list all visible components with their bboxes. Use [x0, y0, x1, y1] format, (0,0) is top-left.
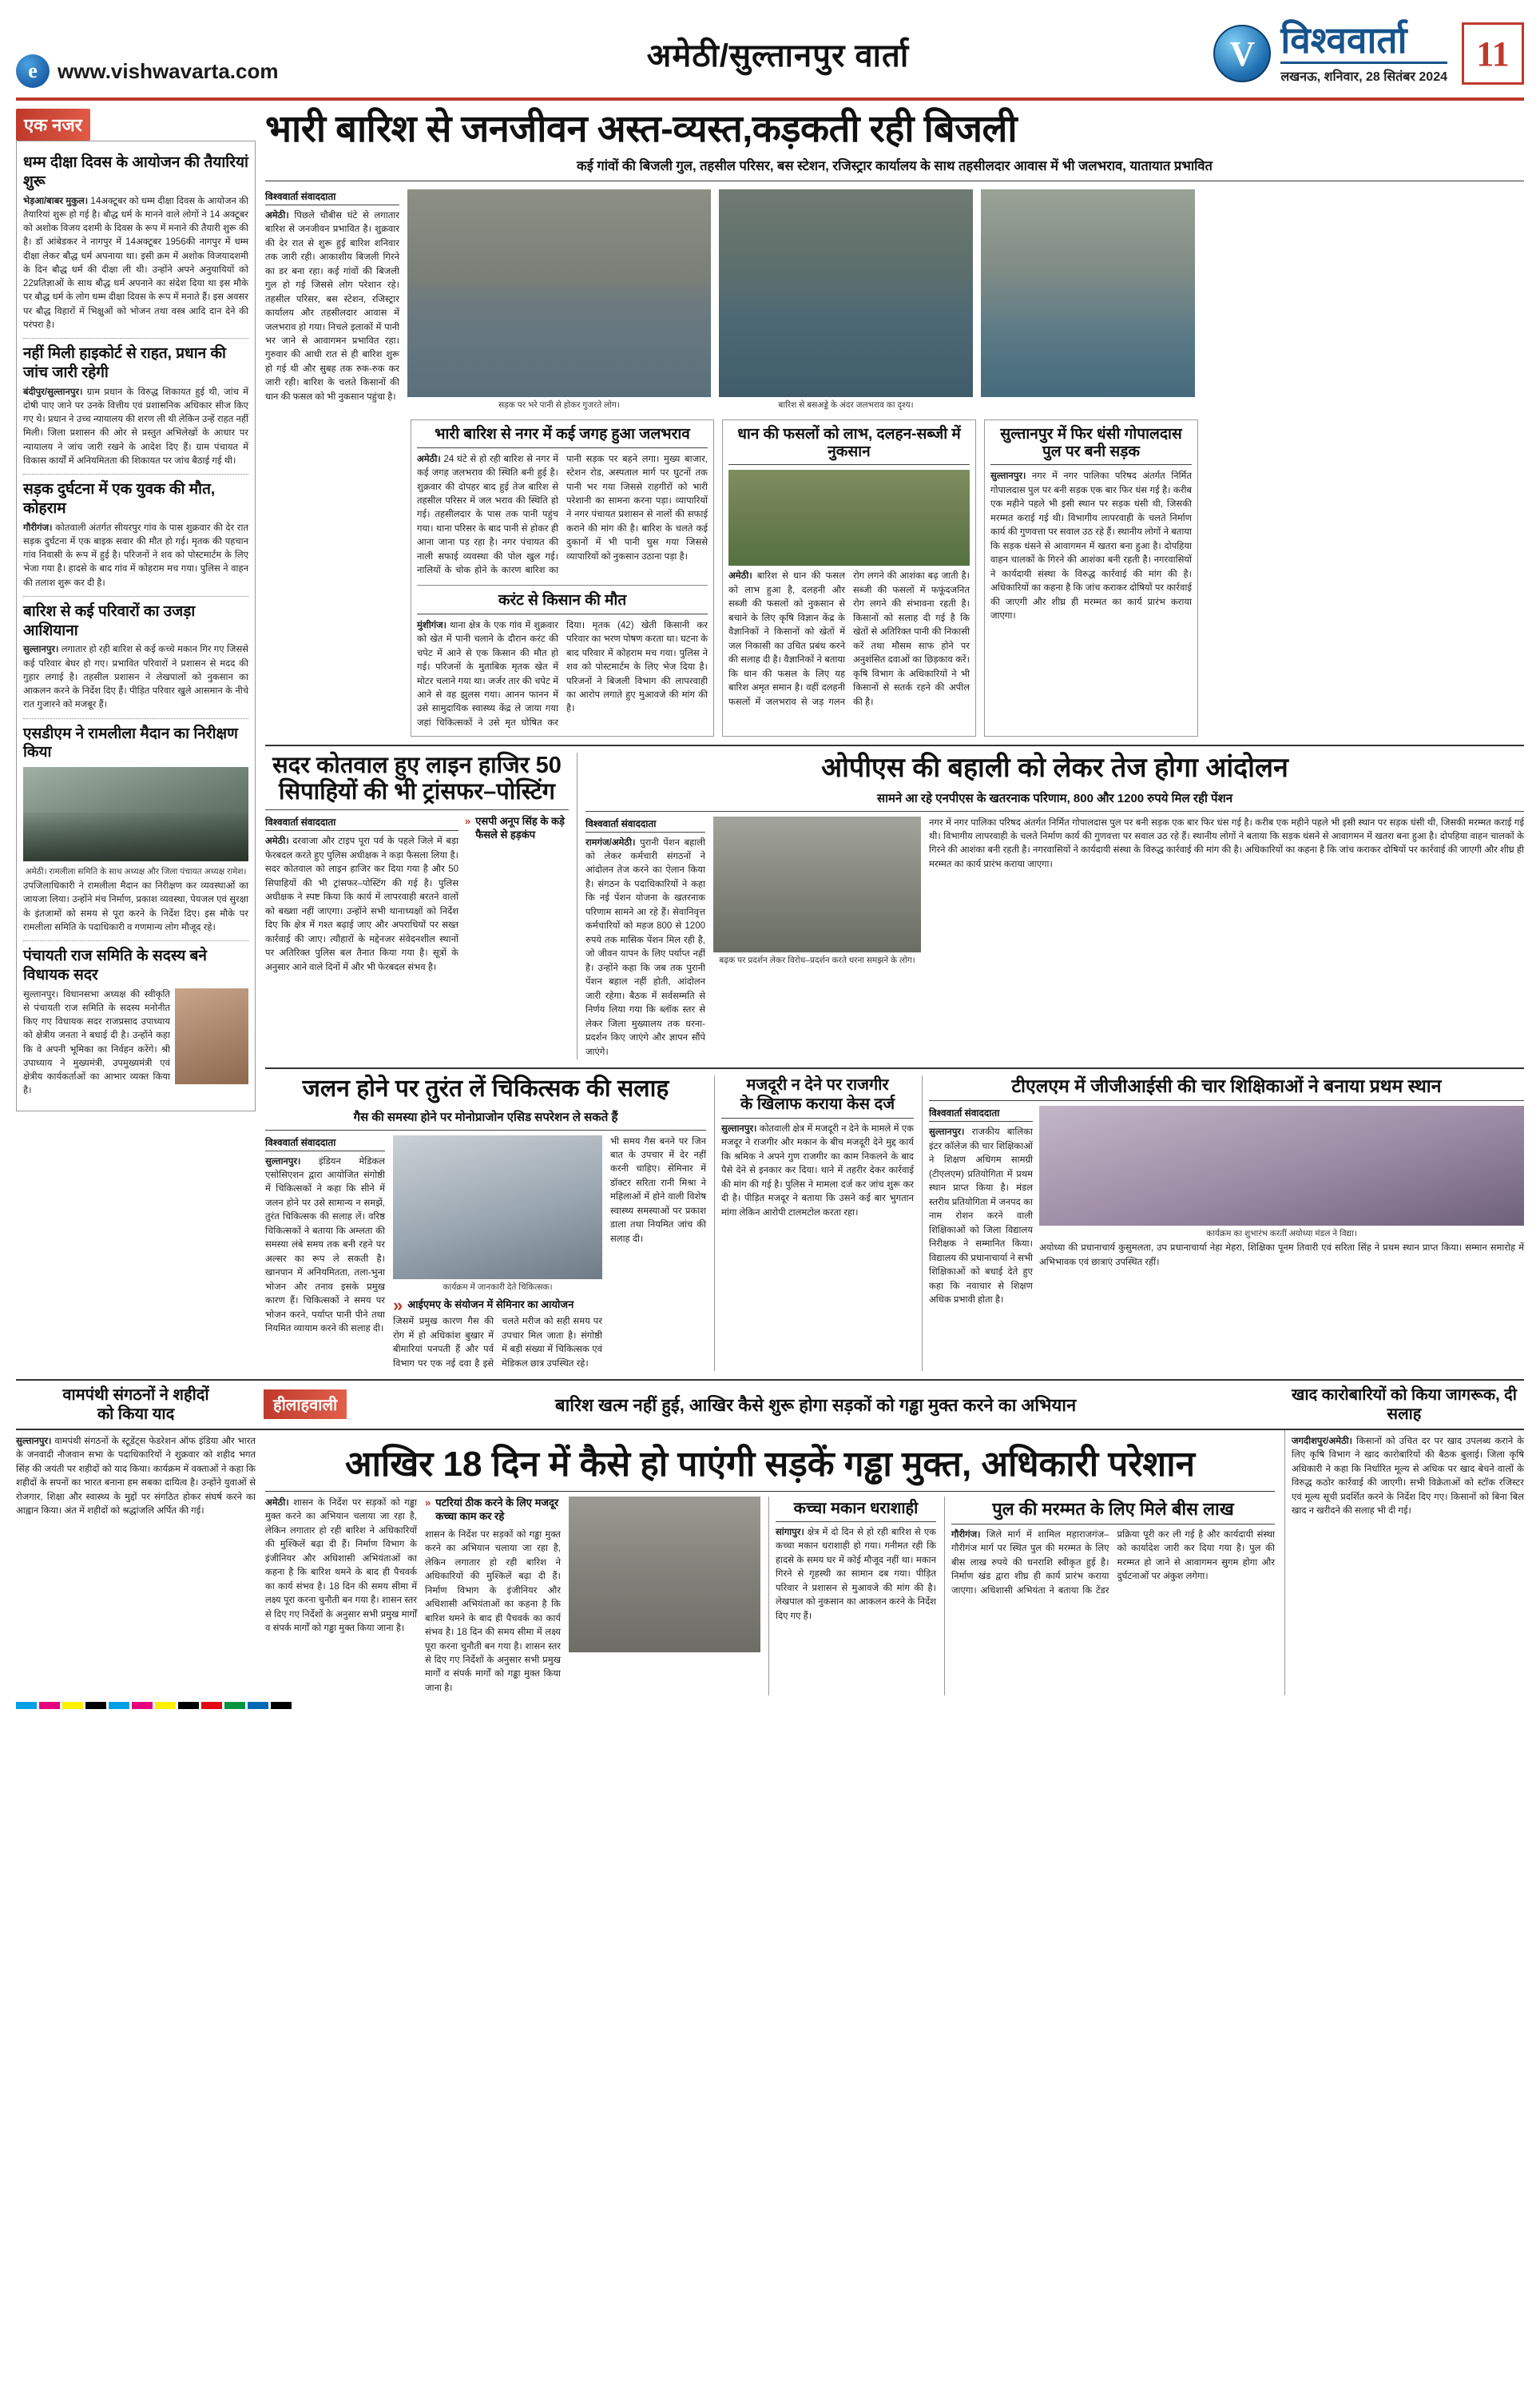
photo-caption: अमेठी। रामलीला समिति के साथ अध्यक्ष और जिला पंचायत अध्यक्ष रामेश। [25, 867, 247, 877]
story-vampanthi[interactable] [16, 1430, 256, 1695]
collapsed-bridge-road-photo [981, 189, 1195, 397]
sidebar-item-title: बारिश से कई परिवारों का उजड़ा आशियाना [23, 602, 196, 639]
arrow-icon: » [465, 815, 471, 828]
body-text [990, 470, 1192, 623]
list-item[interactable] [23, 148, 248, 339]
story-headline: भारी बारिश से नगर में कई जगह हुआ जलभराव [417, 426, 708, 448]
cmyk-swatch [132, 1702, 153, 1709]
sidebar-item-title: धम्म दीक्षा दिवस के आयोजन की तैयारियां शुरू [23, 154, 248, 190]
story-headline: कच्चा मकान धराशाही [776, 1497, 936, 1522]
body-text: 14अक्टूबर को धम्म दीक्षा दिवस के आयोजन की तैयारियां शुरू हो गई है। बौद्ध धर्म के मानने वाले लोगों ने 14 अक्टूबर को अशोक विजय दशमी के दिवस के रूप में मनाने की तैयारी शुरू की है। डॉ आंबेडकर ने नागपुर में 14अक्टूबर 1956की नागपुर में धम्म दीक्षा लेकर बौद्ध धर्म अपनाया था। इसी क्रम में अशोक विजयादशमी के दिन बौद्ध धर्म की दीक्षा ली थी। उन्होंने अपने अनुयायियों को 22प्रतिज्ञाओं के साथ बौद्ध धर्म अपनाने का संदेश दिया था इस मौके पर बौद्ध धर्म के लोग धम्म दीक्षा दिवस के रूप में मनाते हैं। इस अवसर पर बौद्ध विहारों में भिक्षुओं को भोजन तथा वस्त्र आदि दान देने की परंपरा है। [23, 196, 248, 330]
quote-icon: » [393, 1294, 403, 1315]
globe-icon: e [16, 54, 50, 88]
second-band [265, 419, 1524, 737]
ops-protest-photo [713, 817, 921, 952]
page-number: 11 [1462, 22, 1524, 85]
bottom-main [265, 1430, 1275, 1695]
story-body: वामपंथी संगठनों के स्टूडेंट्स फेडरेशन ऑफ इंडिया और भारत के जनवादी नौजवान सभा के पदाधिकारियों ने शुक्रवार को शहीद भगत सिंह की जयंती पर शहीदों को याद किया। कार्यक्रम में वक्ताओं ने कहा कि शहीदों के सपनों का भारत बनाना हम सबका दायित्व है। उन्होंने युवाओं से रोजगार, शिक्षा और स्वास्थ्य के मुद्दों पर संगठित होकर संघर्ष करने का आह्वान किया। अंत में शहीदों को श्रद्धांजलि अर्पित की गई। [16, 1436, 256, 1517]
lead-row [265, 189, 1524, 413]
cmyk-swatch [39, 1702, 60, 1709]
sidebar-item-text [23, 522, 248, 590]
sub-item-title [393, 1294, 602, 1315]
sidebar-item-title: नहीं मिली हाइकोर्ट से राहत, प्रधान की जांच जारी रहेगी [23, 345, 226, 381]
story-body: 24 घंटे से हो रही बारिश से नगर में कई जगह जलभराव की स्थिति बनी हुई है। शुक्रवार की दोपहर बाद हुई तेज बारिश से तहसील परिसर में जल भराव की स्थिति हो गई। तहसीलदार के पास तक पानी पहुंच गया। थाना परिसर के बाद पानी से होकर ही आना जाना पड़ रहा है। नगर पंचायत की नाली सफाई व्यवस्था की पोल खुल गई। नालियों के चोक होने के कारण बारिश का पानी सड़क पर बहने लगा। मुख्य बाजार, स्टेशन रोड, अस्पताल मार्ग पर घुटनों तक पानी भर गया जिससे राहगीरों को भारी परेशानी का सामना करना पड़ा। व्यापारियों ने नगर पंचायत प्रशासन से नालों की सफाई कराने की मांग की है। बारिश के चलते कई दुकानों में भी पानी घुस गया जिससे व्यापारियों को नुकसान उठाना पड़ा है। [417, 454, 708, 576]
body-text [728, 570, 970, 710]
lead-photo-3-wrap [981, 189, 1195, 413]
bottom-body-text: शासन के निर्देश पर सड़कों को गड्ढा मुक्त करने का अभियान चलाया जा रहा है, लेकिन लगातार हो रही बारिश ने अधिकारियों की मुश्किलें बढ़ा दी हैं। निर्माण विभाग के इंजीनियर और अधिशासी अभियंताओं का कहना है कि बारिश थमने के बाद ही पैचवर्क का कार्य संभव है। 18 दिन की समय सीमा में लक्ष्य पूरा करना चुनौती बन गया है। शासन स्तर से दिए गए निर्देशों के अनुसार सभी प्रमुख मार्गों व संपर्क मार्गों को गड्ढा मुक्त किया जाना है। [265, 1497, 417, 1634]
byline: विश्ववार्ता संवाददाता [585, 817, 705, 833]
story-khad-headline: खाद कारोबारियों को किया जागरूक, दी सलाह [1292, 1385, 1517, 1423]
dateline: गौरीगंज। [23, 523, 53, 533]
body-text: ग्राम प्रधान के विरुद्ध शिकायत हुई थी, जांच में दोषी पाए जाने पर उनके वित्तीय एवं प्रशासनिक अधिकार सीज किए गए थे। प्रधान ने उच्च न्यायालय की शरण ली थी लेकिन उन्हें राहत नहीं मिली। जिला प्रशासन की ओर से प्रस्तुत अभिलेखों के आधार पर न्यायालय ने जांच जारी रखने के आदेश दिए हैं। ग्राम पंचायत में विकास कार्यों में अनियमितता की शिकायत पर जांच बैठाई गई थी। [23, 387, 248, 466]
list-item[interactable] [23, 339, 248, 475]
sidebar-item-text [23, 643, 248, 712]
story-vampanthi-headline [16, 1385, 256, 1424]
sidebar-item-text: उपजिलाधिकारी ने रामलीला मैदान का निरीक्षण कर व्यवस्थाओं का जायजा लिया। उन्होंने मंच निर्माण, प्रकाश व्यवस्था, पेयजल एवं सुरक्षा के इंतजामों को समय से पूरा करने के निर्देश दिए। इस मौके पर रामलीला समिति के पदाधिकारी व गणमान्य लोग मौजूद रहे। [23, 881, 248, 932]
body-text [721, 1123, 914, 1220]
third-band [265, 745, 1524, 1059]
logo-divider [1280, 62, 1447, 64]
sub-item-title-text: आईएमए के संयोजन में सेमिनार का आयोजन [407, 1298, 574, 1310]
logo [1213, 22, 1447, 85]
story-headline: ओपीएस की बहाली को लेकर तेज होगा आंदोलन [821, 753, 1288, 784]
story-ops[interactable] [577, 753, 1524, 1059]
teachers-award-photo [1039, 1106, 1524, 1226]
story-extra-text: अयोध्या की प्रधानाचार्य कुसुमलता, उप प्रधानाचार्या नेहा मेहरा, शिक्षिका पूनम तिवारी एवं सरिता सिंह ने प्रथम स्थान प्राप्त किया। सम्मान समारोह में अभिभावक एवं छात्राएं उपस्थित रहीं। [1039, 1243, 1524, 1267]
dateline: गौरीगंज। [951, 1529, 981, 1540]
fourth-band [265, 1067, 1524, 1371]
edition-title: अमेठी/सुल्तानपुर वार्ता [646, 38, 910, 74]
story-majduri[interactable] [714, 1075, 914, 1371]
body-text [951, 1528, 1275, 1598]
masthead [16, 14, 1524, 101]
cmyk-swatch [85, 1702, 106, 1709]
sidebar-item-title: एसडीएम ने रामलीला मैदान का निरीक्षण किया [23, 725, 238, 761]
sidebar-item-text [23, 386, 248, 469]
body-text: लगातार हो रही बारिश से कई कच्चे मकान गिर गए जिससे कई परिवार बेघर हो गए। प्रभावित परिवारों ने प्रशासन से मदद की गुहार लगाई है। तहसील प्रशासन ने लेखपालों को नुकसान का आकलन करने के निर्देश दिए हैं। पीड़ित परिवार खुले आसमान के नीचे रात गुजारने को मजबूर हैं। [23, 645, 248, 710]
sidebar-header: एक नजर [16, 109, 90, 141]
bottom-headline: आखिर 18 दिन में कैसे हो पाएंगी सड़कें गड्ढा मुक्त, अधिकारी परेशान [344, 1444, 1196, 1484]
story-headline-line2: के खिलाफ कराया केस दर्ज [721, 1095, 914, 1119]
dateline: अमेठी। [265, 210, 289, 221]
cmyk-swatch [201, 1702, 222, 1709]
lead-continued [265, 419, 403, 737]
mla-portrait-photo [175, 988, 248, 1084]
story-kotwal[interactable] [265, 753, 569, 1059]
headline-line2: को किया याद [97, 1405, 175, 1423]
sidebar-item-title: सड़क दुर्घटना में एक युवक की मौत, कोहराम [23, 481, 216, 517]
body-text [929, 1126, 1033, 1307]
dateline: सुल्तानपुर। [929, 1127, 965, 1138]
website-link[interactable] [16, 54, 527, 88]
kicker [465, 815, 569, 842]
photo-caption: बढ़क पर प्रदर्शन लेकर विरोध–प्रदर्शन करते धरना समझने के लोग। [719, 955, 915, 965]
dateline: सुल्तानपुर। [16, 1436, 52, 1446]
body-text [265, 835, 458, 975]
story-body: थाना क्षेत्र के एक गांव में शुक्रवार को खेत में पानी चलाने के दौरान करंट की चपेट में आने से एक किसान की मौत हो गई। परिजनों के मुताबिक मृतक खेत में मोटर चलाने गया था। जर्जर तार की चपेट में आने से वह झुलस गया। आनन फानन में उसे सामुदायिक स्वास्थ्य केंद्र ले जाया गया जहां चिकित्सकों ने उसे मृत घोषित कर दिया। मृतक (42) खेती किसानी कर परिवार का भरण पोषण करता था। घटना के बाद परिवार में कोहराम मच गया। पुलिस ने शव को पोस्टमार्टम के लिए भेज दिया है। परिजनों ने बिजली विभाग की लापरवाही का आरोप लगाते हुए मुआवजे की मांग की है। [417, 620, 708, 728]
dateline: अमेठी। [417, 454, 441, 464]
story-headline-line1: मजदूरी न देने पर राजगीर [746, 1076, 889, 1094]
main-column [265, 109, 1524, 1371]
story-body: नगर में नगर पालिका परिषद अंतर्गत निर्मित गोपालदास पुल पर बनी सड़क एक बार फिर धंस गई है। करीब एक महीने पहले भी इसी स्थान पर सड़क धंसी थी, जिसकी मरम्मत कराई गई थी। विभागीय लापरवाही के चलते निर्माण कार्य की गुणवत्ता पर सवाल उठ रहे हैं। स्थानीय लोगों ने बताया कि सड़क धंसने से आवागमन में खतरा बना हुआ है। दोपहिया वाहन चालकों के गिरने की आशंका बनी रहती है। नगरवासियों ने कार्यदायी संस्था के विरुद्ध कार्रवाई की मांग की है। अधिकारियों का कहना है कि जांच कराकर दोषियों पर कार्रवाई की जाएगी और शीघ्र ही मरम्मत का कार्य प्रारंभ कराया जाएगा। [990, 471, 1192, 622]
flooded-market-street-photo [407, 189, 711, 397]
story-headline-line1: सदर कोतवाल हुए लाइन हाजिर 50 [272, 753, 562, 779]
story-subhead: गैस की समस्या होने पर मोनोप्राजोन एसिड सपरेशन ले सकते हैं [265, 1109, 706, 1131]
list-item[interactable] [23, 475, 248, 597]
list-item[interactable] [23, 941, 248, 1104]
paddy-field-photo [728, 470, 970, 566]
dateline: सांगापुर। [776, 1527, 804, 1537]
masthead-center [527, 14, 1029, 93]
story-headline: पुल की मरम्मत के लिए मिले बीस लाख [951, 1497, 1275, 1524]
sidebar-box [16, 141, 256, 1111]
dateline: बंदीपुर/सुल्तानपुर। [23, 387, 83, 397]
story-body: दरवाजा और टाइप पूरा पर्व के पहले जिले में बड़ा फेरबदल करते हुए पुलिस अधीक्षक ने कड़ा फैसला लिया है। सदर कोतवाल को लाइन हाजिर कर दिया गया है और 50 सिपाहियों की भी ट्रांसफर–पोस्टिंग की गई है। पुलिस अधीक्षक ने स्पष्ट किया कि कार्य में लापरवाही बरतने वालों को बख्शा नहीं जाएगा। उन्होंने सभी थानाध्यक्षों को निर्देश दिए कि क्षेत्र में गश्त बढ़ाई जाए और अपराधियों पर सख्त कार्रवाई की जाए। त्यौहारों के मद्देनजर संवेदनशील स्थानों पर अतिरिक्त पुलिस बल तैनात किया गया है। सूत्रों के अनुसार आने वाले दिनों में और भी फेरबदल संभव है। [265, 837, 458, 972]
list-item[interactable] [23, 597, 248, 719]
story-body: बारिश से धान की फसल को लाभ हुआ है, दलहनी और सब्जी की फसलों को नुकसान से बचाने के लिए कृषि विज्ञान केंद्र के वैज्ञानिकों ने किसानों को खेतों में जल निकासी का उचित प्रबंध करने की सलाह दी है। वैज्ञानिकों ने बताया कि धान की फसल के लिए यह बारिश अमृत समान है। वहीं दलहनी फसलों में जलभराव से जड़ गलन रोग लगने की आशंका बढ़ जाती है। सब्जी की फसलों में फफूंदजनित रोग लगने की संभावना रहती है। किसानों को सलाह दी गई है कि खेतों से अतिरिक्त पानी की निकासी करें तथा मौसम साफ होने पर अनुशंसित दवाओं का छिड़काव करें। कृषि विभाग के अधिकारियों ने भी किसानों से सतर्क रहने की अपील की है। [728, 571, 970, 707]
lead-photo-1-wrap [407, 189, 711, 413]
cmyk-swatch [224, 1702, 245, 1709]
dateline: अमेठी। [265, 1497, 289, 1508]
story-body: कोतवाली क्षेत्र में मजदूरी न देने के मामले में एक मजदूर ने राजगीर और मकान के बीच मजदूरी देने मुद्द कार्य कि श्रमिक ने अपने गुण राजगीर का काम निकलने के बाद पैसे देने से इनकार कर दिया। थाने में तहरीर देकर कार्रवाई की मांग की गई है। पुलिस ने मामला दर्ज कर जांच शुरू कर दी है। पीड़ित मजदूर ने बताया कि उसने कई बार भुगतान मांगा लेकिन आरोपी टालमटोल करता रहा। [721, 1124, 914, 1218]
byline: विश्ववार्ता संवाददाता [265, 1135, 385, 1151]
cmyk-swatch [155, 1702, 176, 1709]
story-sultanpur-bridge[interactable] [984, 419, 1198, 737]
logo-text [1280, 22, 1447, 85]
photo-caption: कार्यक्रम का शुभारंभ करतीं अयोध्या मंडल ने विद्या। [1206, 1229, 1357, 1239]
story-khad[interactable] [1284, 1430, 1524, 1695]
pothole-road-photo [569, 1497, 760, 1652]
lead-body: पिछले चौबीस घंटे से लगातार बारिश से जनजीवन प्रभावित है। शुक्रवार की देर रात से शुरू हुई बारिश शनिवार तक जारी रही। आकाशीय बिजली गिरने का डर बना रहा। कई गांवों की बिजली गुल हो गई जिससे लोग परेशान रहे। तहसील परिसर, बस स्टेशन, रजिस्ट्रार कार्यालय और तहसीलदार आवास में जलभराव हो गया। निचले इलाकों में पानी भर जाने से आवागमन प्रभावित रहा। गुरुवार की आधी रात से ही बारिश शुरू हो गई थी और सुबह तक रुक-रुक कर जारी रही। बारिश के चलते किसानों की धान की फसल को भी नुकसान पहुंचा है। [265, 210, 399, 402]
body-text [265, 209, 399, 405]
body-text [1292, 1435, 1524, 1519]
masthead-left [16, 14, 527, 93]
story-body: किसानों को उचित दर पर खाद उपलब्ध कराने के लिए कृषि विभाग ने खाद कारोबारियों की बैठक बुलाई। जिला कृषि अधिकारी ने कहा कि निर्धारित मूल्य से अधिक पर खाद बेचने वालों के विरुद्ध कठोर कार्रवाई की जाएगी। सभी विक्रेताओं को स्टॉक रजिस्टर एवं मूल्य सूची प्रदर्शित करने के निर्देश दिए गए। किसानों को बिना बिल खाद न खरीदने की सलाह भी दी गई। [1292, 1436, 1524, 1517]
cmyk-swatch [62, 1702, 83, 1709]
cmyk-swatch [271, 1702, 292, 1709]
lead-text-block [265, 189, 399, 413]
story-body-continued: नगर में नगर पालिका परिषद अंतर्गत निर्मित गोपालदास पुल पर बनी सड़क एक बार फिर धंस गई है। करीब एक महीने पहले भी इसी स्थान पर सड़क धंसी थी, जिसकी मरम्मत कराई गई थी। विभागीय लापरवाही के चलते निर्माण कार्य की गुणवत्ता पर सवाल उठ रहे हैं। स्थानीय लोगों ने बताया कि सड़क धंसने से आवागमन में खतरा बना हुआ है। दोपहिया वाहन चालकों के गिरने की आशंका बनी रहती है। नगरवासियों ने कार्यदायी संस्था के विरुद्ध कार्रवाई की मांग की है। अधिकारियों का कहना है कि जांच कराकर दोषियों पर कार्रवाई की जाएगी और शीघ्र ही मरम्मत का कार्य प्रारंभ कराया जाएगा। [929, 817, 1524, 869]
body-text [417, 619, 708, 731]
story-body: पुरानी पेंशन बहाली को लेकर कर्मचारी संगठनों ने आंदोलन तेज करने का ऐलान किया है। संगठन के पदाधिकारियों ने कहा कि नई पेंशन योजना के खतरनाक परिणाम सामने आ रहे हैं। सेवानिवृत्त कर्मचारियों को महज 800 से 1200 रुपये तक मासिक पेंशन मिल रही है, जो जीवन यापन के लिए पर्याप्त नहीं है। उन्होंने कहा कि जब तक पुरानी पेंशन बहाल नहीं होती, आंदोलन जारी रहेगा। बैठक में सर्वसम्मति से निर्णय लिया गया कि ब्लॉक स्तर से लेकर जिला मुख्यालय तक धरना-प्रदर्शन किए जाएंगे और ज्ञापन सौंपे जाएंगे। [585, 837, 705, 1057]
body-text: कोतवाली अंतर्गत सीयरपुर गांव के पास शुक्रवार की देर रात सड़क दुर्घटना में एक बाइक सवार की मौत हो गई। मृतक की पहचान गांव निवासी के रूप में हुई है। परिजनों ने शव को पोस्टमार्टम के लिए भेजा गया है। हादसे के बाद गांव में कोहराम मच गया। पुलिस ने वाहन की तलाश शुरू कर दी है। [23, 523, 248, 588]
dateline: सुल्तानपुर। [990, 471, 1026, 482]
headline-line1: वामपंथी संगठनों ने शहीदों [62, 1385, 209, 1404]
story-body: राजकीय बालिका इंटर कॉलेज की चार शिक्षिकाओं ने शिक्षण अधिगम सामग्री (टीएलएम) प्रतियोगिता में प्रथम स्थान प्राप्त किया है। मंडल स्तरीय प्रतियोगिता में जनपद का नाम रोशन करने वाली शिक्षिकाओं को जिला विद्यालय निरीक्षक ने सम्मानित किया। विद्यालय की प्रधानाचार्या ने सभी शिक्षिकाओं को बधाई देते हुए कहा कि नवाचार से शिक्षण अधिक प्रभावी होता है। [929, 1127, 1033, 1306]
cmyk-registration-bar [16, 1702, 1524, 1709]
story-subhead: सामने आ रहे एनपीएस के खतरनाक परिणाम, 800 और 1200 रुपये मिल रही पेंशन [585, 790, 1524, 812]
masthead-right [1029, 14, 1524, 93]
body-text [776, 1526, 936, 1624]
body-text [417, 453, 708, 578]
story-body: क्षेत्र में दो दिन से हो रही बारिश से एक कच्चा मकान धराशाही हो गया। गनीमत रही कि हादसे के समय घर में कोई मौजूद नहीं था। मकान गिरने से गृहस्थी का सामान दब गया। पीड़ित परिवार ने प्रशासन से मुआवजे की मांग की है। लेखपाल को नुकसान का आकलन करने के निर्देश दिए गए हैं। [776, 1527, 937, 1621]
byline: विश्ववार्ता संवाददाता [265, 189, 399, 205]
divider [417, 585, 708, 586]
kicker-badge: हीलाहवाली [264, 1389, 347, 1419]
story-headline: टीएलएम में जीजीआईसी की चार शिक्षिकाओं ने बनाया प्रथम स्थान [929, 1075, 1524, 1101]
cmyk-swatch [16, 1702, 37, 1709]
cmyk-swatch [248, 1702, 268, 1709]
logo-icon: V [1213, 25, 1271, 82]
sidebar-item-title: पंचायती राज समिति के सदस्य बने विधायक सदर [23, 948, 207, 984]
kicker-text: एसपी अनूप सिंह के कड़े फैसले से हड़कंप [475, 815, 565, 841]
story-tlm[interactable] [922, 1075, 1524, 1371]
bottom-band-text: बारिश खत्म नहीं हुई, आखिर कैसे शुरू होगा सड़कों को गड्ढा मुक्त करने का अभियान [555, 1394, 1077, 1415]
dateline: रामगंज/अमेठी। [585, 837, 636, 848]
doctors-seminar-photo [393, 1135, 602, 1279]
flooded-bus-station-photo [719, 189, 973, 397]
byline: विश्ववार्ता संवाददाता [265, 815, 458, 831]
sidebar-item-text: सुल्तानपुर। विधानसभा अध्यक्ष की स्वीकृति से पंचायती राज समिति के सदस्य मनोनीत किए गए विधायक सदर राजप्रसाद उपाध्याय को क्षेत्रीय जनता ने बधाई दी है। उन्होंने कहा कि वे अपनी भूमिका का निर्वहन करेंगे। श्री उपाध्याय ने मुख्यमंत्री, उपमुख्यमंत्री एवं क्षेत्रीय कार्यकर्ताओं का आभार व्यक्त किया है। [23, 989, 170, 1096]
bullet-text: पटरियां ठीक करने के लिए मजदूर कच्चा काम कर रहे [435, 1496, 559, 1522]
story-pul-marammat[interactable] [944, 1497, 1275, 1695]
sub-item-text: जिसमें प्रमुख कारण गैस की रोग में हो अधिकांश बुखार में बीमारियां पनपती हैं और पर्व विभाग पर एक नई दवा है इसे चलते मरीज को सही समय पर उपचार मिल जाता है। संगोष्ठी में बड़ी संख्या में चिकित्सक एवं मेडिकल छात्र उपस्थित रहे। [393, 1317, 602, 1369]
story-kaccha-makan[interactable] [768, 1497, 936, 1695]
dateline: अमेठी। [728, 571, 752, 582]
page-title: भारी बारिश से जनजीवन अस्त-व्यस्त,कड़कती रही बिजली [265, 107, 1017, 149]
cmyk-swatch [109, 1702, 129, 1709]
officials-inspection-photo [23, 767, 248, 861]
story-body: इंडियन मेडिकल एसोसिएशन द्वारा आयोजित संगोष्ठी में चिकित्सकों ने कहा कि सीने में जलन होने पर उसे सामान्य न समझें, तुरंत चिकित्सक की सलाह लें। वरिष्ठ चिकित्सकों ने बताया कि अम्लता की समस्या लंबे समय तक बनी रहने पर अल्सर का रूप ले सकती है। खानपान में अनियमितता, तला-भुना भोजन और तनाव इसके प्रमुख कारण हैं। चिकित्सकों ने समय पर भोजन करने, पर्याप्त पानी पीने तथा नियमित व्यायाम करने की सलाह दी। [265, 1156, 385, 1334]
bottom-body [265, 1497, 417, 1695]
logo-subtitle: लखनऊ, शनिवार, 28 सितंबर 2024 [1280, 70, 1447, 84]
photo-caption: सड़क पर भरे पानी से होकर गुजरते लोग। [498, 400, 620, 410]
byline: विश्ववार्ता संवाददाता [929, 1106, 1033, 1122]
sidebar-item-text [23, 195, 248, 333]
story-extra-text: भी समय गैस बनने पर जिन बात के उपचार में देर नहीं करनी चाहिए। सेमिनार में डॉक्टर सरिता रानी मिश्रा ने महिलाओं में होने वाली विशेष स्वास्थ्य समस्याओं पर प्रकाश डाला तथा नियमित जांच की सलाह दी। [610, 1136, 706, 1244]
dateline: जगदीशपुर/अमेठी। [1292, 1436, 1353, 1446]
bottom-grid [16, 1430, 1524, 1695]
dateline: मुंशीगंज। [417, 620, 447, 630]
bottom-band [16, 1379, 1524, 1430]
dateline: भेड़आ/बाबर मुकुल। [23, 196, 89, 206]
dateline: सुल्तानपुर। [721, 1124, 757, 1134]
story-dhan[interactable] [722, 419, 976, 737]
lead-photo-2-wrap [719, 189, 973, 413]
photo-caption: बारिश से बसअड्डे के अंदर जलभराव का दृश्य। [778, 400, 914, 410]
story-headline: धान की फसलों को लाभ, दलहन-सब्जी में नुकसान [728, 426, 970, 466]
arrow-icon: » [425, 1496, 431, 1509]
body-text [585, 837, 705, 1060]
cmyk-swatch [178, 1702, 199, 1709]
page-body [16, 109, 1524, 1371]
bottom-body-text-2: शासन के निर्देश पर सड़कों को गड्ढा मुक्त करने का अभियान चलाया जा रहा है, लेकिन लगातार हो रही बारिश ने अधिकारियों की मुश्किलें बढ़ा दी हैं। निर्माण विभाग के इंजीनियर और अधिशासी अभियंताओं का कहना है कि बारिश थमने के बाद ही पैचवर्क का कार्य संभव है। 18 दिन की समय सीमा में लक्ष्य पूरा करना चुनौती बन गया है। शासन स्तर से दिए गए निर्देशों के अनुसार सभी प्रमुख मार्गों व संपर्क मार्गों को गड्ढा मुक्त किया जाना है। [425, 1529, 561, 1693]
list-item[interactable] [23, 719, 248, 942]
bottom-bullet [425, 1497, 561, 1524]
story-body: जिले मार्ग में शामिल महाराजगंज–गौरीगंज मार्ग पर स्थित पुल की मरम्मत के लिए बीस लाख रुपये की धनराशि स्वीकृत हुई है। निर्माण खंड द्वारा शीघ्र ही कार्य प्रारंभ कराया जाएगा। अधिशासी अभियंता ने बताया कि टेंडर प्रक्रिया पूरी कर ली गई है और कार्यदायी संस्था को कार्यादेश जारी कर दिया गया है। पुल की मरम्मत हो जाने से आवागमन सुगम होगा और दुर्घटनाओं पर अंकुश लगेगा। [951, 1529, 1275, 1596]
lead-subhead: कई गांवों की बिजली गुल, तहसील परिसर, बस स्टेशन, रजिस्ट्रार कार्यालय के साथ तहसीलदार आवास में भी जलभराव, यातायात प्रभावित [265, 156, 1524, 181]
body-text [265, 1155, 385, 1337]
dateline: सुल्तानपुर। [265, 1156, 301, 1167]
story-jalan[interactable] [265, 1075, 706, 1371]
dateline: अमेठी। [265, 837, 289, 847]
story-headline: करंट से किसान की मौत [417, 592, 708, 614]
story-headline: जलन होने पर तुरंत लें चिकित्सक की सलाह [302, 1075, 669, 1102]
logo-name: विश्ववार्ता [1280, 20, 1407, 61]
story-headline: सुल्तानपुर में फिर धंसी गोपालदास पुल पर बनी सड़क [990, 426, 1192, 466]
body-text [16, 1435, 256, 1519]
sidebar-column [16, 109, 256, 1371]
photo-caption: कार्यक्रम में जानकारी देते चिकित्सक। [443, 1282, 553, 1292]
website-url: www.vishwavarta.com [58, 58, 279, 83]
story-headline-line2: सिपाहियों की भी ट्रांसफर–पोस्टिंग [265, 779, 569, 810]
dateline: सुल्तानपुर। [23, 645, 59, 655]
story-jalbharav[interactable] [411, 419, 714, 737]
